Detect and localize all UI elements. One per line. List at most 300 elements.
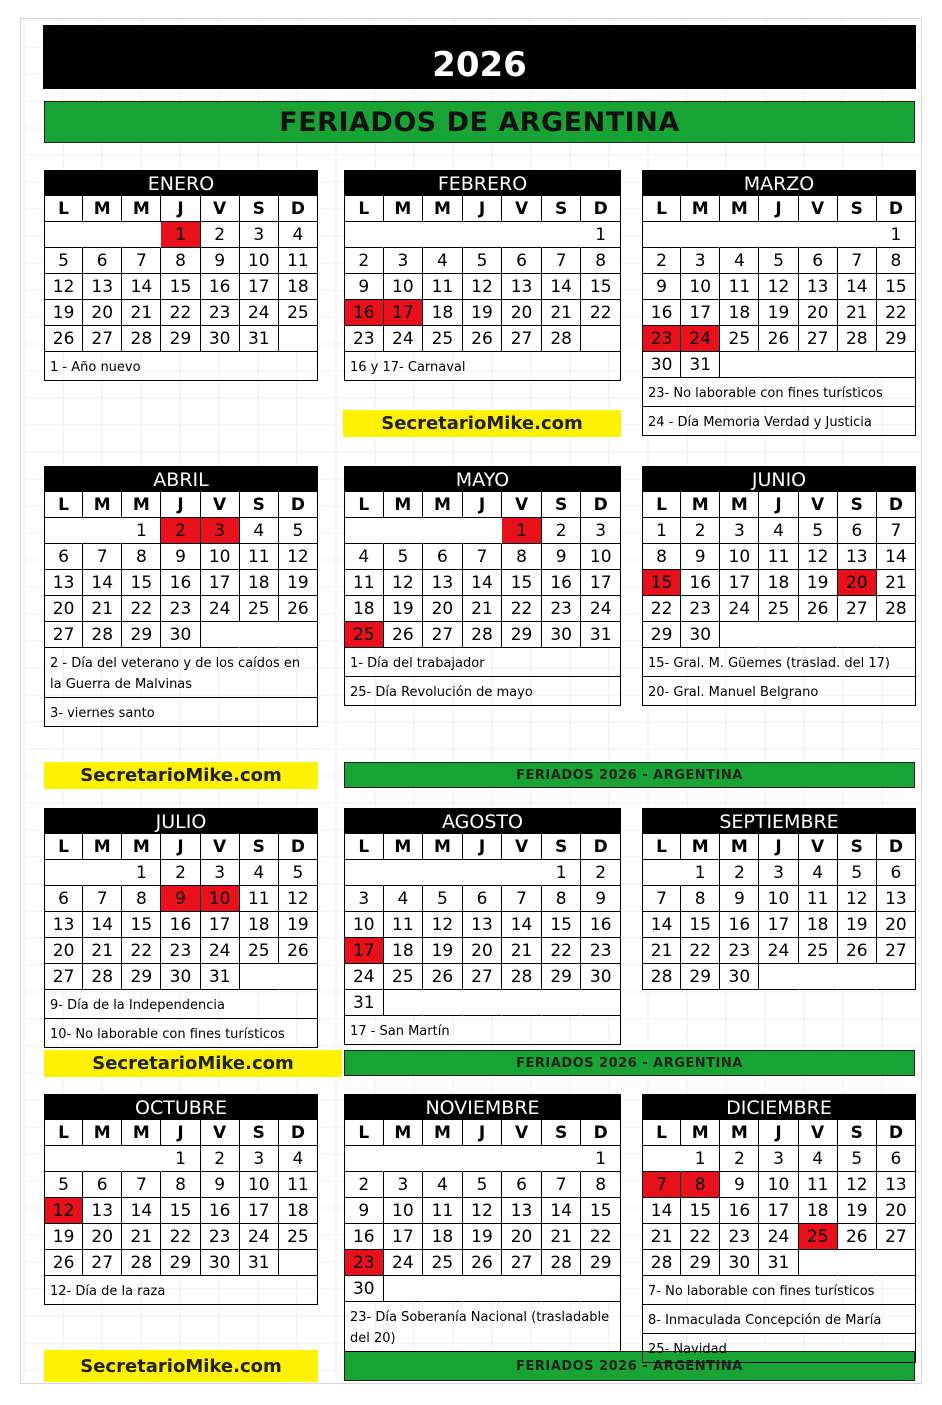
- weekday-header: L: [44, 492, 83, 518]
- weekday-header: J: [161, 1120, 200, 1146]
- day-cell: 2: [344, 248, 384, 274]
- day-cell: 4: [799, 1146, 838, 1172]
- empty-cell: [502, 860, 542, 886]
- weekday-header: L: [44, 834, 83, 860]
- month-title: MARZO: [642, 170, 916, 196]
- weekday-header: D: [877, 834, 916, 860]
- day-cell: 21: [83, 938, 122, 964]
- day-cell: 2: [542, 518, 582, 544]
- day-cell: 19: [463, 1224, 503, 1250]
- day-cell: 23: [720, 938, 759, 964]
- day-cell: 14: [463, 570, 503, 596]
- day-cell: 28: [542, 326, 582, 352]
- day-cell: 30: [542, 622, 582, 648]
- day-cell: 7: [463, 544, 503, 570]
- day-cell: 3: [759, 860, 798, 886]
- day-cell: 22: [877, 300, 916, 326]
- day-cell: 25: [759, 596, 798, 622]
- day-cell: 15: [581, 1198, 621, 1224]
- day-cell: 16: [720, 912, 759, 938]
- empty-cell: [502, 1146, 542, 1172]
- day-cell: 13: [877, 1172, 916, 1198]
- holiday-note: 9- Día de la Independencia: [45, 990, 317, 1019]
- day-cell: 7: [122, 1172, 161, 1198]
- day-cell: 9: [344, 274, 384, 300]
- day-cell: 19: [463, 300, 503, 326]
- day-cell: 14: [122, 274, 161, 300]
- empty-cell: [502, 222, 542, 248]
- month-junio: [642, 466, 916, 706]
- day-cell: 5: [44, 1172, 83, 1198]
- holiday-day-cell: 17: [384, 300, 424, 326]
- empty-cell: [463, 860, 503, 886]
- holiday-note: 10- No laborable con fines turísticos: [45, 1019, 317, 1048]
- empty-cell: [581, 990, 621, 1016]
- day-cell: 22: [161, 300, 200, 326]
- weekday-header: V: [799, 834, 838, 860]
- feriados-banner: FERIADOS 2026 - ARGENTINA: [344, 762, 915, 788]
- day-cell: 22: [161, 1224, 200, 1250]
- day-cell: 31: [201, 964, 240, 990]
- day-cell: 3: [720, 518, 759, 544]
- weekday-header: M: [83, 1120, 122, 1146]
- day-cell: 5: [384, 544, 424, 570]
- day-cell: 20: [799, 300, 838, 326]
- day-cell: 7: [83, 886, 122, 912]
- day-cell: 7: [502, 886, 542, 912]
- holiday-day-cell: 23: [344, 1250, 384, 1276]
- day-cell: 4: [423, 248, 463, 274]
- day-cell: 22: [542, 938, 582, 964]
- day-cell: 4: [344, 544, 384, 570]
- month-grid: [344, 492, 621, 648]
- holiday-note: 25- Día Revolución de mayo: [345, 677, 620, 706]
- weekday-header: S: [240, 834, 279, 860]
- day-cell: 10: [759, 1172, 798, 1198]
- day-cell: 22: [122, 596, 161, 622]
- day-cell: 4: [279, 1146, 318, 1172]
- day-cell: 19: [279, 912, 318, 938]
- day-cell: 5: [279, 860, 318, 886]
- day-cell: 30: [161, 964, 200, 990]
- day-cell: 12: [759, 274, 798, 300]
- day-cell: 18: [423, 1224, 463, 1250]
- day-cell: 20: [83, 300, 122, 326]
- day-cell: 30: [201, 326, 240, 352]
- day-cell: 27: [44, 964, 83, 990]
- day-cell: 8: [581, 1172, 621, 1198]
- weekday-header: V: [201, 492, 240, 518]
- day-cell: 21: [642, 938, 681, 964]
- day-cell: 5: [44, 248, 83, 274]
- day-cell: 9: [581, 886, 621, 912]
- empty-cell: [463, 222, 503, 248]
- month-julio: [44, 808, 318, 1048]
- day-cell: 24: [344, 964, 384, 990]
- weekday-header: M: [384, 834, 424, 860]
- weekday-header: L: [44, 196, 83, 222]
- day-cell: 11: [344, 570, 384, 596]
- empty-cell: [44, 518, 83, 544]
- day-cell: 15: [122, 570, 161, 596]
- month-grid: [344, 1120, 621, 1302]
- weekday-header: J: [463, 1120, 503, 1146]
- day-cell: 3: [344, 886, 384, 912]
- day-cell: 25: [279, 300, 318, 326]
- month-octubre: [44, 1094, 318, 1305]
- day-cell: 8: [642, 544, 681, 570]
- empty-cell: [642, 222, 681, 248]
- day-cell: 10: [581, 544, 621, 570]
- empty-cell: [838, 222, 877, 248]
- day-cell: 9: [542, 544, 582, 570]
- day-cell: 18: [799, 912, 838, 938]
- day-cell: 2: [720, 1146, 759, 1172]
- day-cell: 4: [423, 1172, 463, 1198]
- day-cell: 18: [279, 274, 318, 300]
- month-marzo: [642, 170, 916, 436]
- weekday-header: L: [344, 492, 384, 518]
- day-cell: 12: [463, 1198, 503, 1224]
- day-cell: 14: [838, 274, 877, 300]
- day-cell: 25: [423, 1250, 463, 1276]
- day-cell: 21: [502, 938, 542, 964]
- day-cell: 12: [423, 912, 463, 938]
- day-cell: 19: [44, 1224, 83, 1250]
- day-cell: 22: [581, 300, 621, 326]
- day-cell: 28: [642, 964, 681, 990]
- month-title: AGOSTO: [344, 808, 621, 834]
- weekday-header: M: [681, 834, 720, 860]
- day-cell: 17: [759, 912, 798, 938]
- weekday-header: M: [423, 1120, 463, 1146]
- day-cell: 6: [877, 1146, 916, 1172]
- empty-cell: [44, 222, 83, 248]
- weekday-header: V: [799, 1120, 838, 1146]
- holiday-day-cell: 7: [642, 1172, 681, 1198]
- day-cell: 10: [759, 886, 798, 912]
- weekday-header: J: [161, 492, 200, 518]
- day-cell: 20: [877, 912, 916, 938]
- weekday-header: S: [542, 196, 582, 222]
- day-cell: 21: [838, 300, 877, 326]
- day-cell: 29: [502, 622, 542, 648]
- holiday-day-cell: 20: [838, 570, 877, 596]
- empty-cell: [542, 222, 582, 248]
- day-cell: 26: [838, 1224, 877, 1250]
- day-cell: 19: [799, 570, 838, 596]
- day-cell: 21: [463, 596, 503, 622]
- day-cell: 14: [542, 274, 582, 300]
- day-cell: 24: [581, 596, 621, 622]
- day-cell: 30: [161, 622, 200, 648]
- weekday-header: S: [542, 834, 582, 860]
- day-cell: 6: [83, 248, 122, 274]
- weekday-header: S: [838, 492, 877, 518]
- day-cell: 18: [344, 596, 384, 622]
- empty-cell: [799, 1250, 838, 1276]
- month-grid: [44, 196, 318, 352]
- weekday-header: V: [502, 834, 542, 860]
- weekday-header: M: [83, 834, 122, 860]
- day-cell: 28: [463, 622, 503, 648]
- holiday-day-cell: 12: [44, 1198, 83, 1224]
- weekday-header: V: [502, 492, 542, 518]
- day-cell: 13: [502, 274, 542, 300]
- empty-cell: [384, 1276, 424, 1302]
- month-title: DICIEMBRE: [642, 1094, 916, 1120]
- day-cell: 23: [201, 300, 240, 326]
- weekday-header: L: [642, 1120, 681, 1146]
- day-cell: 29: [161, 1250, 200, 1276]
- empty-cell: [83, 860, 122, 886]
- day-cell: 17: [681, 300, 720, 326]
- day-cell: 29: [681, 1250, 720, 1276]
- day-cell: 7: [642, 886, 681, 912]
- weekday-header: L: [344, 196, 384, 222]
- day-cell: 28: [122, 1250, 161, 1276]
- empty-cell: [44, 860, 83, 886]
- weekday-header: V: [201, 196, 240, 222]
- day-cell: 5: [463, 1172, 503, 1198]
- day-cell: 16: [201, 274, 240, 300]
- empty-cell: [83, 518, 122, 544]
- holiday-notes: [44, 648, 318, 727]
- day-cell: 1: [122, 860, 161, 886]
- day-cell: 8: [542, 886, 582, 912]
- weekday-header: M: [122, 492, 161, 518]
- day-cell: 28: [83, 622, 122, 648]
- day-cell: 11: [279, 248, 318, 274]
- weekday-header: L: [642, 492, 681, 518]
- day-cell: 14: [542, 1198, 582, 1224]
- day-cell: 29: [122, 964, 161, 990]
- month-mayo: [344, 466, 621, 706]
- weekday-header: M: [681, 196, 720, 222]
- weekday-header: V: [201, 1120, 240, 1146]
- weekday-header: L: [344, 834, 384, 860]
- day-cell: 31: [581, 622, 621, 648]
- day-cell: 26: [384, 622, 424, 648]
- day-cell: 4: [279, 222, 318, 248]
- day-cell: 9: [720, 886, 759, 912]
- day-cell: 29: [681, 964, 720, 990]
- month-agosto: [344, 808, 621, 1045]
- day-cell: 5: [838, 860, 877, 886]
- day-cell: 16: [201, 1198, 240, 1224]
- holiday-notes: [44, 1276, 318, 1305]
- day-cell: 1: [581, 1146, 621, 1172]
- empty-cell: [344, 860, 384, 886]
- empty-cell: [838, 964, 877, 990]
- holiday-day-cell: 24: [681, 326, 720, 352]
- day-cell: 28: [542, 1250, 582, 1276]
- empty-cell: [720, 222, 759, 248]
- day-cell: 7: [838, 248, 877, 274]
- holiday-notes: [642, 648, 916, 706]
- day-cell: 7: [877, 518, 916, 544]
- day-cell: 22: [581, 1224, 621, 1250]
- day-cell: 27: [463, 964, 503, 990]
- day-cell: 18: [240, 570, 279, 596]
- day-cell: 24: [240, 1224, 279, 1250]
- day-cell: 5: [463, 248, 503, 274]
- day-cell: 19: [384, 596, 424, 622]
- weekday-header: J: [161, 196, 200, 222]
- day-cell: 16: [720, 1198, 759, 1224]
- month-febrero: [344, 170, 621, 381]
- empty-cell: [799, 222, 838, 248]
- day-cell: 24: [384, 326, 424, 352]
- day-cell: 29: [581, 1250, 621, 1276]
- holiday-day-cell: 17: [344, 938, 384, 964]
- weekday-header: M: [83, 492, 122, 518]
- weekday-header: S: [240, 196, 279, 222]
- day-cell: 9: [642, 274, 681, 300]
- weekday-header: J: [463, 196, 503, 222]
- empty-cell: [681, 222, 720, 248]
- day-cell: 4: [720, 248, 759, 274]
- weekday-header: D: [279, 834, 318, 860]
- day-cell: 17: [240, 274, 279, 300]
- day-cell: 13: [877, 886, 916, 912]
- holiday-note: 23- No laborable con fines turísticos: [643, 378, 915, 407]
- month-title: NOVIEMBRE: [344, 1094, 621, 1120]
- month-diciembre: [642, 1094, 916, 1363]
- day-cell: 15: [502, 570, 542, 596]
- day-cell: 20: [423, 596, 463, 622]
- empty-cell: [344, 222, 384, 248]
- day-cell: 14: [877, 544, 916, 570]
- month-septiembre: [642, 808, 916, 990]
- day-cell: 14: [642, 1198, 681, 1224]
- day-cell: 14: [83, 570, 122, 596]
- day-cell: 27: [83, 326, 122, 352]
- weekday-header: J: [161, 834, 200, 860]
- day-cell: 26: [279, 596, 318, 622]
- month-grid: [642, 834, 916, 990]
- day-cell: 2: [344, 1172, 384, 1198]
- holiday-day-cell: 2: [161, 518, 200, 544]
- day-cell: 13: [44, 912, 83, 938]
- weekday-header: V: [799, 196, 838, 222]
- brand-label: SecretarioMike.com: [44, 762, 318, 789]
- day-cell: 25: [384, 964, 424, 990]
- empty-cell: [838, 352, 877, 378]
- day-cell: 15: [877, 274, 916, 300]
- weekday-header: D: [279, 196, 318, 222]
- day-cell: 30: [581, 964, 621, 990]
- day-cell: 10: [681, 274, 720, 300]
- empty-cell: [720, 622, 759, 648]
- weekday-header: M: [384, 1120, 424, 1146]
- day-cell: 8: [877, 248, 916, 274]
- day-cell: 25: [279, 1224, 318, 1250]
- weekday-header: J: [759, 834, 798, 860]
- empty-cell: [642, 860, 681, 886]
- day-cell: 9: [161, 544, 200, 570]
- holiday-note: 15- Gral. M. Güemes (traslad. del 17): [643, 648, 915, 677]
- day-cell: 29: [122, 622, 161, 648]
- weekday-header: M: [681, 492, 720, 518]
- day-cell: 17: [384, 1224, 424, 1250]
- weekday-header: M: [384, 196, 424, 222]
- day-cell: 9: [720, 1172, 759, 1198]
- day-cell: 16: [681, 570, 720, 596]
- day-cell: 28: [83, 964, 122, 990]
- day-cell: 27: [799, 326, 838, 352]
- day-cell: 24: [201, 938, 240, 964]
- day-cell: 18: [799, 1198, 838, 1224]
- day-cell: 21: [542, 300, 582, 326]
- weekday-header: M: [423, 834, 463, 860]
- day-cell: 19: [838, 912, 877, 938]
- day-cell: 12: [838, 886, 877, 912]
- weekday-header: S: [542, 1120, 582, 1146]
- day-cell: 5: [838, 1146, 877, 1172]
- weekday-header: M: [423, 196, 463, 222]
- empty-cell: [502, 1276, 542, 1302]
- holiday-day-cell: 23: [642, 326, 681, 352]
- day-cell: 3: [240, 222, 279, 248]
- day-cell: 20: [44, 938, 83, 964]
- empty-cell: [279, 326, 318, 352]
- holiday-notes: [344, 1302, 621, 1352]
- day-cell: 30: [642, 352, 681, 378]
- holiday-note: 24 - Día Memoria Verdad y Justicia: [643, 407, 915, 436]
- weekday-header: V: [502, 196, 542, 222]
- day-cell: 29: [542, 964, 582, 990]
- day-cell: 23: [201, 1224, 240, 1250]
- empty-cell: [384, 990, 424, 1016]
- day-cell: 24: [720, 596, 759, 622]
- day-cell: 6: [44, 886, 83, 912]
- day-cell: 10: [384, 274, 424, 300]
- weekday-header: S: [838, 834, 877, 860]
- day-cell: 12: [279, 544, 318, 570]
- holiday-note: 17 - San Martín: [345, 1016, 620, 1045]
- day-cell: 2: [201, 222, 240, 248]
- holiday-note: 23- Día Soberanía Nacional (trasladable del 20): [345, 1302, 620, 1352]
- holiday-note: 25- Navidad: [643, 1334, 915, 1363]
- month-grid: [642, 196, 916, 378]
- empty-cell: [423, 518, 463, 544]
- day-cell: 27: [83, 1250, 122, 1276]
- day-cell: 11: [759, 544, 798, 570]
- holiday-day-cell: 9: [161, 886, 200, 912]
- weekday-header: J: [463, 834, 503, 860]
- day-cell: 15: [542, 912, 582, 938]
- day-cell: 16: [581, 912, 621, 938]
- empty-cell: [344, 1146, 384, 1172]
- day-cell: 18: [759, 570, 798, 596]
- day-cell: 30: [344, 1276, 384, 1302]
- weekday-header: D: [877, 196, 916, 222]
- day-cell: 23: [161, 596, 200, 622]
- day-cell: 28: [642, 1250, 681, 1276]
- day-cell: 13: [799, 274, 838, 300]
- day-cell: 2: [201, 1146, 240, 1172]
- empty-cell: [423, 990, 463, 1016]
- day-cell: 12: [279, 886, 318, 912]
- weekday-header: S: [240, 492, 279, 518]
- day-cell: 25: [240, 938, 279, 964]
- day-cell: 30: [720, 964, 759, 990]
- day-cell: 12: [44, 274, 83, 300]
- day-cell: 26: [463, 326, 503, 352]
- empty-cell: [838, 1250, 877, 1276]
- empty-cell: [201, 622, 240, 648]
